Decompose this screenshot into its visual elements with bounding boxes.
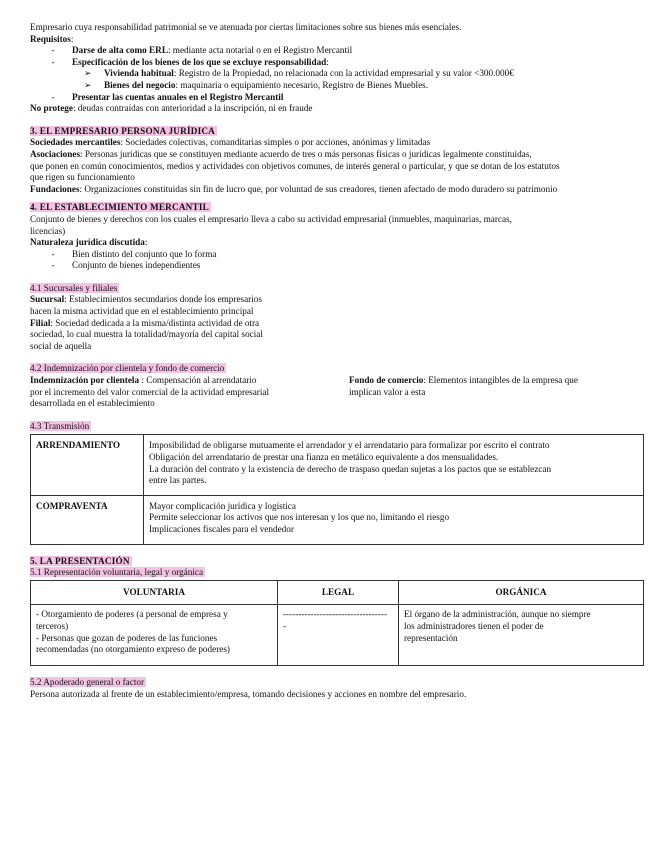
indemnizacion-line-3: desarrollada en el establecimiento — [30, 398, 155, 409]
term-label: Filial — [30, 317, 51, 328]
sub-item-bold: Vivienda habitual — [104, 68, 174, 79]
section-5-heading: 5. LA PRESENTACIÓN — [30, 555, 130, 566]
col-header: LEGAL — [278, 580, 399, 605]
arrow-bullet-icon: ➢ — [84, 79, 92, 90]
table-row — [31, 495, 644, 544]
requisito-bold: Darse de alta como ERL — [72, 45, 168, 56]
requisito-item: - Presentar las cuentas anuales en el Registro Mercantil — [51, 91, 284, 102]
fondo-line-2: implican valor a esta — [349, 386, 426, 397]
table-key-cell: COMPRAVENTA — [31, 495, 144, 544]
requisito-text: : mediante acta notarial o en el Registro Mercantil — [167, 45, 353, 56]
arrow-bullet-icon: ➢ — [84, 68, 92, 79]
no-protege-text: : deudas contraídas con anterioridad a la inscripción, ni en fraude — [72, 103, 313, 114]
cell-line: entre las partes. — [149, 475, 207, 486]
section-4-1-heading: 4.1 Sucursales y filiales — [30, 282, 118, 293]
term-text: : Elementos intangibles de la empresa que — [423, 375, 578, 386]
apoderado-line: Persona autorizada al frente de un establecimiento/empresa, tomando decisiones y acciones en nombre del empresario. — [30, 688, 467, 699]
term-text: : Compensación al arrendatario — [139, 375, 257, 386]
requisito-item: - Darse de alta como ERL: mediante acta notarial o en el Registro Mercantil — [51, 45, 353, 56]
sucursal-line — [30, 294, 305, 306]
legal-cell — [278, 605, 399, 666]
cell-line: ---------------------------------- — [283, 609, 388, 620]
col-header: ORGÁNICA — [399, 580, 644, 605]
cell-line: El órgano de la administración, aunque no siempre — [404, 609, 591, 620]
term-label: Indemnización por clientela — [30, 375, 140, 386]
term-label: Fondo de comercio — [349, 375, 424, 386]
term-text: : Organizaciones constituidas sin fin de lucro que, por voluntad de sus creadores, tienen afectado de modo duradero su patrimonio — [79, 183, 558, 194]
cell-line: - — [283, 620, 287, 631]
naturaleza-heading: Naturaleza jurídica discutida: — [30, 237, 148, 248]
asociaciones-line-2: que ponen en común conocimientos, medios y actividades con objetivos comunes, de interés general o particular, y que se dotan de los estatutos — [30, 160, 560, 171]
cell-line: - Personas que gozan de poderes de las funciones — [36, 632, 218, 643]
term-label: Sociedades mercantiles — [30, 137, 121, 148]
representacion-table — [30, 580, 644, 667]
section-4-3-heading: 4.3 Transmisión — [30, 420, 90, 431]
requisito-bold: Presentar las cuentas anuales en el Registro Mercantil — [72, 91, 284, 102]
sub-item-bold: Bienes del negocio — [104, 79, 176, 90]
naturaleza-item-text: Bien distinto del conjunto que lo forma — [72, 248, 217, 259]
establecimiento-line-2: licencias) — [30, 225, 66, 236]
cell-line: Implicaciones fiscales para el vendedor — [149, 523, 294, 534]
establecimiento-line-1: Conjunto de bienes y derechos con los cuales el empresario lleva a cabo su actividad empresarial (inmuebles, maquinarias, marcas, — [30, 213, 512, 224]
section-3-heading: 3. EL EMPRESARIO PERSONA JURÍDICA — [30, 125, 216, 136]
term-label: Asociaciones — [30, 148, 81, 159]
requisito-item: - Especificación de los bienes de los que se excluye responsabilidad: — [51, 56, 329, 67]
table-value-cell — [144, 435, 644, 495]
filial-line — [30, 318, 305, 330]
no-protege-label: No protege — [30, 103, 73, 114]
cell-line: - Otorgamiento de poderes (a personal de empresa y — [36, 609, 228, 620]
asociaciones-line-3: que rigen su funcionamiento — [30, 172, 135, 183]
table-value-cell — [144, 495, 644, 544]
indemnizacion-line — [30, 375, 335, 387]
cell-line: Mayor complicación jurídica y logística — [149, 500, 296, 511]
sub-item — [30, 80, 646, 92]
term-text: : Establecimientos secundarios donde los empresarios — [64, 294, 262, 305]
table-key-cell: ARRENDAMIENTO — [31, 435, 144, 495]
table-header-row — [31, 580, 644, 605]
section-4-2-heading: 4.2 Indemnización por clientela y fondo de comercio — [30, 363, 225, 374]
term-text: : Personas jurídicas que se constituyen mediante acuerdo de tres o más personas físicas o jurídicas legalmente constituidas, — [80, 148, 532, 159]
filial-line-2: sociedad, lo cual muestra la totalidad/mayoría del capital social — [30, 329, 263, 340]
term-label: Fundaciones — [30, 183, 80, 194]
cell-line: representación — [404, 632, 458, 643]
cell-line: La duración del contrato y la existencia de derecho de traspaso quedan sujetas a los pactos que se establezcan — [149, 463, 552, 474]
section-4-heading: 4. EL ESTABLECIMIENTO MERCANTIL — [30, 202, 209, 213]
voluntaria-cell — [31, 605, 278, 666]
col-header: VOLUNTARIA — [31, 580, 278, 605]
sub-item — [30, 68, 646, 80]
requisitos-heading: Requisitos: — [30, 33, 74, 44]
naturaleza-item: - Bien distinto del conjunto que lo forma — [51, 248, 217, 259]
requisito-text: : — [326, 56, 329, 67]
cell-line: los administradores tienen el poder de — [404, 620, 544, 631]
organica-cell — [399, 605, 644, 666]
intro-line: Empresario cuya responsabilidad patrimonial se ve atenuada por ciertas limitaciones sobre sus bienes más esenciales. — [30, 22, 462, 32]
transmision-table — [30, 434, 644, 544]
term-text: : Sociedad dedicada a la misma/distinta actividad de otra — [50, 317, 260, 328]
sub-item-text: : Registro de la Propiedad, no relacionada con la actividad empresarial y su valor <300.000€ — [173, 68, 514, 79]
term-text: : Sociedades colectivas, comanditarias simples o por acciones, anónimas y limitadas — [120, 137, 431, 148]
naturaleza-item-text: Conjunto de bienes independientes — [72, 260, 201, 271]
no-protege — [30, 103, 646, 115]
fondo-line — [349, 375, 639, 387]
naturaleza-label: Naturaleza jurídica discutida — [30, 237, 145, 248]
cell-line: Permite seleccionar los activos que nos interesan y los que no, limitando el riesgo — [149, 512, 450, 523]
section-5-2-heading: 5.2 Apoderado general o factor — [30, 677, 145, 688]
fundaciones-line — [30, 184, 646, 196]
table-row — [31, 435, 644, 495]
cell-line: Obligación del arrendatario de prestar una fianza en metálico equivalente a dos mensualidades. — [149, 452, 499, 462]
filial-line-3: social de aquella — [30, 340, 92, 351]
table-row — [31, 605, 644, 666]
indemnizacion-line-2: por el incremento del valor comercial de la actividad empresarial — [30, 386, 270, 397]
document-page — [30, 22, 646, 701]
requisitos-label: Requisitos — [30, 33, 71, 44]
sociedades-line — [30, 137, 646, 149]
cell-line: terceros) — [36, 620, 69, 631]
naturaleza-item: - Conjunto de bienes independientes — [51, 260, 201, 271]
requisito-bold: Especificación de los bienes de los que se excluye responsabilidad — [72, 56, 327, 67]
term-label: Sucursal — [30, 294, 65, 305]
asociaciones-line — [30, 149, 646, 161]
section-5-1-heading: 5.1 Representación voluntaria, legal y orgánica — [30, 567, 204, 578]
sub-item-text: : maquinaria o equipamiento necesario, Registro de Bienes Muebles. — [175, 79, 429, 90]
cell-line: Imposibilidad de obligarse mutuamente el arrendador y el arrendatario para formalizar por escrito el contrato — [149, 440, 550, 451]
sucursal-line-2: hacen la misma actividad que en el establecimiento principal — [30, 306, 254, 317]
cell-line: recomendadas (no otorgamiento expreso de poderes) — [36, 644, 230, 655]
